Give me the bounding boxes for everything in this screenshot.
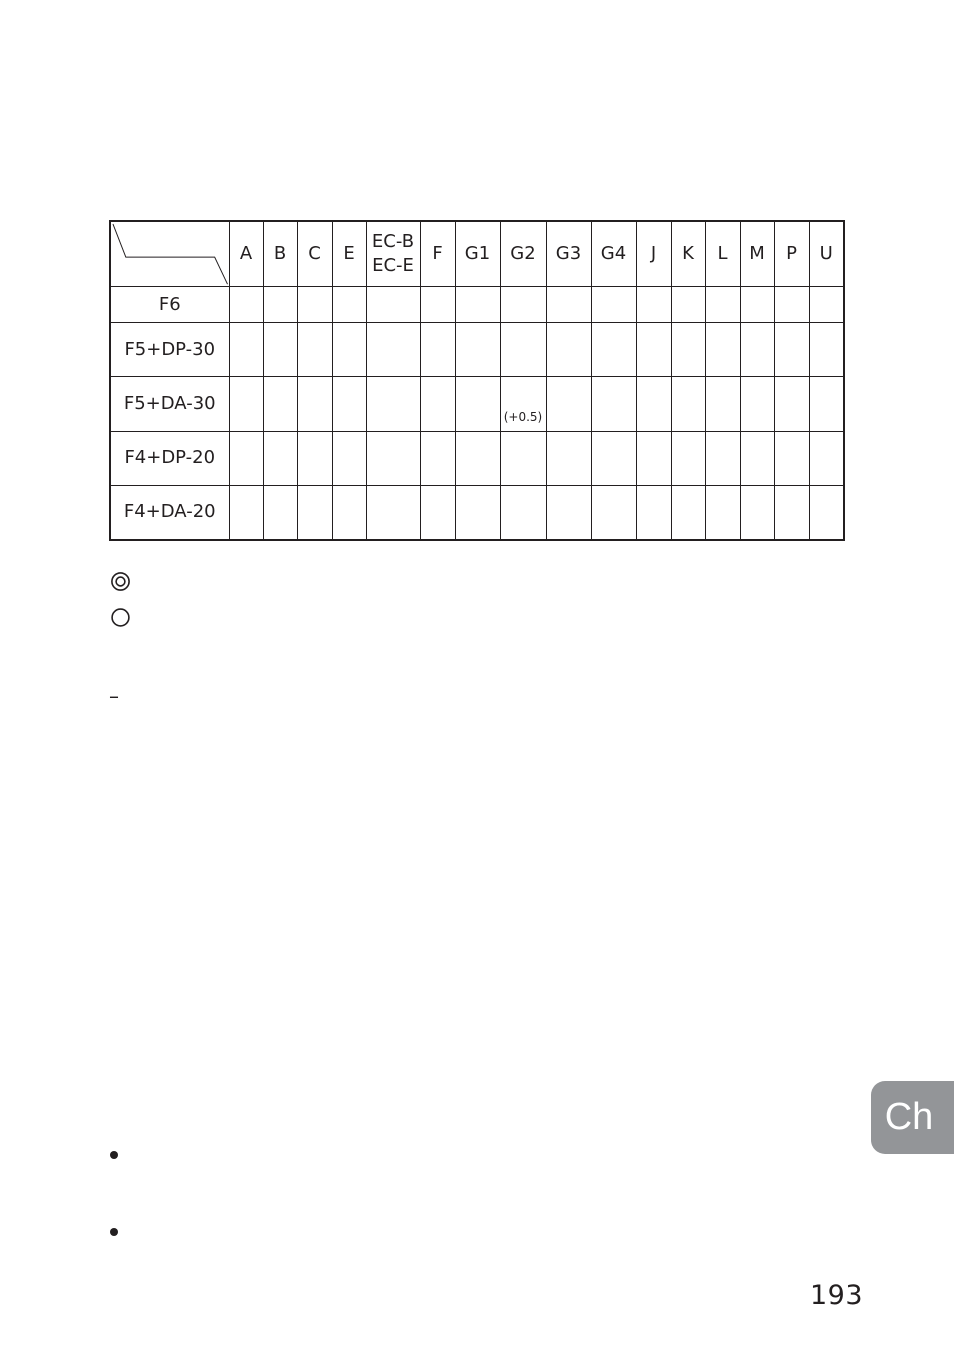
table-cell: [297, 431, 332, 485]
table-cell: [546, 287, 591, 323]
table-cell: [671, 377, 705, 431]
table-cell: [671, 323, 705, 377]
table-cell: [774, 431, 809, 485]
table-cell: [500, 485, 546, 540]
column-header: E: [332, 221, 366, 287]
table-cell: [420, 377, 455, 431]
table-cell: [297, 377, 332, 431]
dash-legend-symbol: –: [109, 684, 119, 708]
table-cell: [420, 485, 455, 540]
table-cell: [809, 377, 844, 431]
column-header-line: EC-B: [371, 231, 415, 253]
column-header: J: [636, 221, 671, 287]
table-cell: [705, 431, 740, 485]
row-label: F4+DA-20: [110, 485, 229, 540]
table-cell: [332, 431, 366, 485]
table-cell: [332, 323, 366, 377]
table-cell: [297, 287, 332, 323]
table-cell: [671, 485, 705, 540]
column-header: C: [297, 221, 332, 287]
column-header: G3: [546, 221, 591, 287]
compatibility-table: [109, 220, 845, 541]
table-cell: [591, 485, 636, 540]
table-cell: [229, 287, 263, 323]
table-cell: [332, 485, 366, 540]
table-cell: [740, 431, 774, 485]
column-header: L: [705, 221, 740, 287]
table-cell: [740, 485, 774, 540]
table-cell: [455, 287, 500, 323]
table-cell: [366, 323, 420, 377]
table-cell: [591, 323, 636, 377]
column-header-line: EC-E: [372, 255, 414, 277]
table-cell: [332, 287, 366, 323]
column-header: M: [740, 221, 774, 287]
column-header: A: [229, 221, 263, 287]
column-header: B: [263, 221, 297, 287]
language-tab: [871, 1081, 954, 1154]
table-cell: [229, 485, 263, 540]
table-cell: [297, 485, 332, 540]
table-cell: [263, 431, 297, 485]
table-cell: [229, 377, 263, 431]
table-cell: [636, 485, 671, 540]
column-header: G2: [500, 221, 546, 287]
table-cell: [636, 377, 671, 431]
table-cell: [705, 287, 740, 323]
table-header-row: [110, 221, 844, 287]
table-cell: [546, 323, 591, 377]
column-header: F: [420, 221, 455, 287]
table-cell: [455, 323, 500, 377]
table-cell: [420, 287, 455, 323]
table-row: [110, 287, 844, 323]
table-cell: [420, 431, 455, 485]
column-header: K: [671, 221, 705, 287]
table-cell: [636, 287, 671, 323]
table-cell: [774, 377, 809, 431]
table-row: [110, 485, 844, 540]
table-cell: [740, 287, 774, 323]
adjustment-note: (+0.5): [503, 410, 543, 425]
table-cell: [774, 287, 809, 323]
table-cell: [705, 485, 740, 540]
column-header: U: [809, 221, 844, 287]
diagonal-divider: [111, 222, 229, 286]
table-cell: [809, 287, 844, 323]
table-cell: [332, 377, 366, 431]
table-cell: [591, 287, 636, 323]
table-cell: [591, 431, 636, 485]
row-label: F5+DA-30: [110, 377, 229, 431]
double-circle-icon: [110, 571, 131, 592]
column-header: [366, 221, 420, 287]
table-cell: [263, 377, 297, 431]
table-cell: [297, 323, 332, 377]
table-cell: [366, 431, 420, 485]
table-row: [110, 431, 844, 485]
bullet-icon: [110, 1228, 118, 1236]
table-cell: [366, 377, 420, 431]
table-cell: [636, 323, 671, 377]
table-cell: [500, 431, 546, 485]
table-cell: [455, 431, 500, 485]
table-cell: [455, 377, 500, 431]
table-cell: [591, 377, 636, 431]
table-cell: [455, 485, 500, 540]
page-number: 193: [810, 1280, 864, 1311]
table-cell: [671, 431, 705, 485]
table-cell: [636, 431, 671, 485]
table-row: [110, 377, 844, 431]
row-label: F4+DP-20: [110, 431, 229, 485]
table-cell: [546, 485, 591, 540]
table-cell: [809, 485, 844, 540]
column-header: P: [774, 221, 809, 287]
table-cell: [229, 323, 263, 377]
table-cell: [263, 287, 297, 323]
table-cell: [740, 377, 774, 431]
table-cell: [546, 377, 591, 431]
table-cell: [500, 287, 546, 323]
column-header: G4: [591, 221, 636, 287]
circle-icon: [110, 607, 131, 628]
table-cell: [809, 431, 844, 485]
corner-cell: [110, 221, 229, 287]
table-cell: [705, 323, 740, 377]
table-row: [110, 323, 844, 377]
language-tab-label: Ch: [884, 1096, 934, 1138]
table-cell: [740, 323, 774, 377]
column-header: G1: [455, 221, 500, 287]
table-cell: [705, 377, 740, 431]
table-cell: [229, 431, 263, 485]
table-cell: [263, 485, 297, 540]
table-cell: [774, 323, 809, 377]
table-cell: [500, 323, 546, 377]
row-label: F5+DP-30: [110, 323, 229, 377]
table-cell: [546, 431, 591, 485]
table-cell: [366, 485, 420, 540]
bullet-icon: [110, 1151, 118, 1159]
table-cell: [774, 485, 809, 540]
table-cell: [366, 287, 420, 323]
table-cell: [263, 323, 297, 377]
row-label: F6: [110, 287, 229, 323]
table-cell: [420, 323, 455, 377]
table-cell-g2-note: [500, 377, 546, 431]
table-cell: [809, 323, 844, 377]
table-cell: [671, 287, 705, 323]
